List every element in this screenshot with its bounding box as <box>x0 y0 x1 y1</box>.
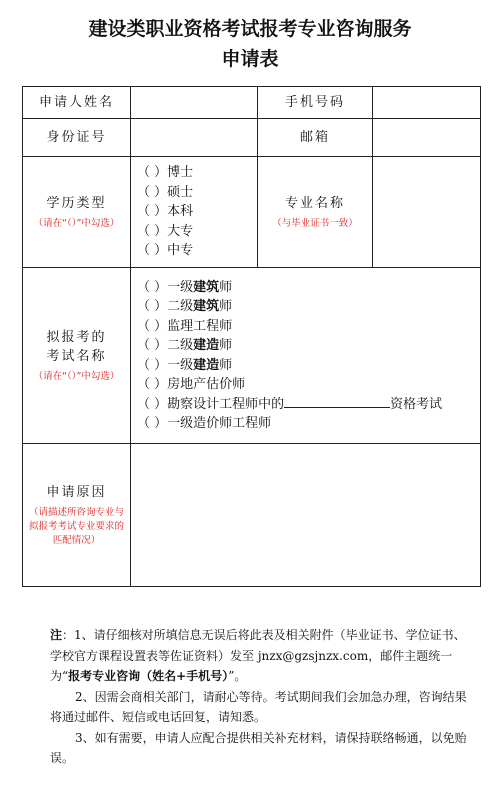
education-option-college[interactable]: （ ）大专 <box>137 223 194 239</box>
application-reason-field[interactable] <box>131 444 481 587</box>
form-subtitle: 申请表 <box>221 48 279 70</box>
note-2: 2、因需会商相关部门，请耐心等待。考试期间我们会加急办理，咨询结果将通过邮件、短信或电话回复，请知悉。 <box>50 689 467 724</box>
exam-name-label: 拟报考的 考试名称 （请在“（）”中勾选） <box>23 268 131 444</box>
major-name-field[interactable] <box>373 157 481 268</box>
education-option-master[interactable]: （ ）硕士 <box>137 184 194 200</box>
major-hint: （与毕业证书一致） <box>272 217 358 229</box>
id-number-label: 身份证号 <box>23 119 131 157</box>
exam-option-first-architect[interactable]: （ ）一级建筑师 <box>137 279 233 295</box>
exam-option-first-constructor[interactable]: （ ）一级建造师 <box>137 357 233 373</box>
notes-section <box>50 625 475 769</box>
exam-option-first-cost-engineer[interactable]: （ ）一级造价师工程师 <box>137 416 272 431</box>
applicant-name-field[interactable] <box>131 87 258 119</box>
phone-label: 手机号码 <box>258 87 373 119</box>
education-option-phd[interactable]: （ ）博士 <box>137 165 194 181</box>
phone-field[interactable] <box>373 87 481 119</box>
major-name-label: 专业名称 （与毕业证书一致） <box>258 157 373 268</box>
exam-option-supervision-engineer[interactable]: （ ）监理工程师 <box>137 318 233 334</box>
exam-option-second-constructor[interactable]: （ ）二级建造师 <box>137 338 233 353</box>
education-hint: （请在“（）”中勾选） <box>33 217 120 229</box>
exam-name-blank[interactable] <box>284 395 390 408</box>
form-title: 建设类职业资格考试报考专业咨询服务 <box>88 18 412 40</box>
id-number-field[interactable] <box>131 119 258 157</box>
application-form-table <box>22 86 481 587</box>
education-option-bachelor[interactable]: （ ）本科 <box>137 204 194 220</box>
education-type-label: 学历类型 （请在“（）”中勾选） <box>23 157 131 268</box>
exam-options <box>131 268 481 444</box>
email-field[interactable] <box>373 119 481 157</box>
reason-hint: （请描述所咨询专业与拟报考考试专业要求的匹配情况） <box>29 506 125 546</box>
email-label: 邮箱 <box>258 119 373 157</box>
exam-option-survey-design-engineer[interactable]: （ ）勘察设计工程师中的 资格考试 <box>137 396 443 412</box>
note-1: 注：1、请仔细核对所填信息无误后将此表及相关附件（毕业证书、学位证书、学校官方课程设置表等佐证资料）发至 jnzx@gzsjnzx.com，邮件主题统一为“报考专业咨询（姓名+手机号）”。 <box>50 628 466 683</box>
notes-label: 注 <box>50 628 63 642</box>
applicant-name-label: 申请人姓名 <box>23 87 131 119</box>
exam-hint: （请在“（）”中勾选） <box>33 370 120 382</box>
education-options <box>131 157 258 268</box>
exam-option-second-architect[interactable]: （ ）二级建筑师 <box>137 299 233 314</box>
education-option-secondary[interactable]: （ ）中专 <box>137 243 194 259</box>
application-reason-label: 申请原因 （请描述所咨询专业与拟报考考试专业要求的匹配情况） <box>23 444 131 587</box>
exam-option-real-estate-appraiser[interactable]: （ ）房地产估价师 <box>137 377 246 392</box>
note-3: 3、如有需要，申请人应配合提供相关补充材料，请保持联络畅通，以免贻误。 <box>50 730 467 765</box>
